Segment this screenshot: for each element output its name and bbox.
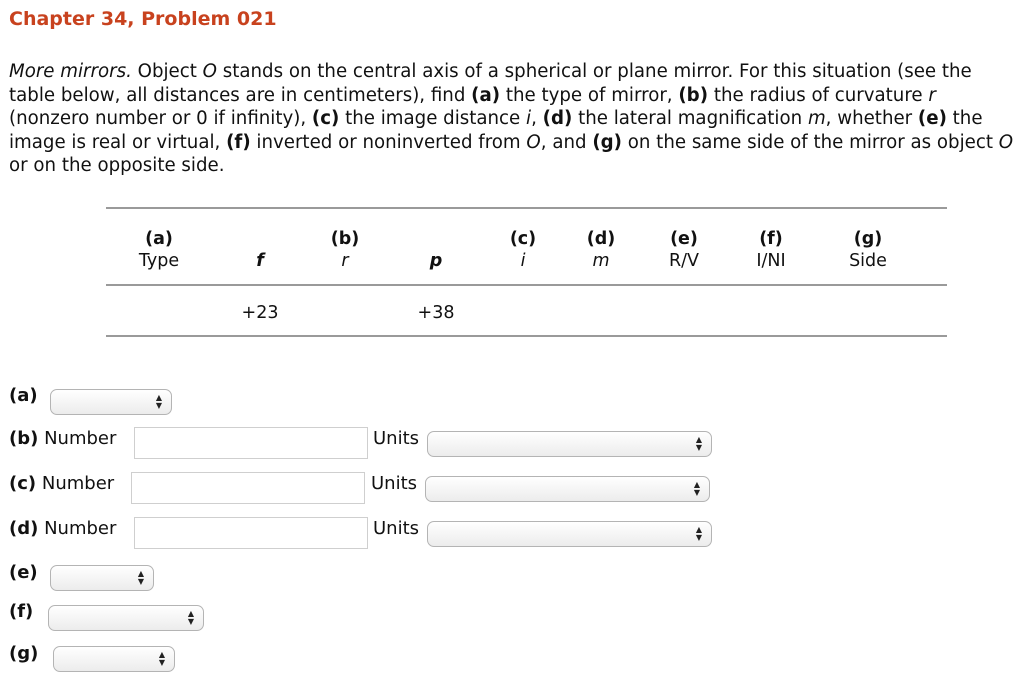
real-virtual-select[interactable] xyxy=(50,565,154,591)
column-header-p: p xyxy=(429,251,443,271)
answer-g-label: (g) xyxy=(9,643,39,664)
table-top-rule xyxy=(106,207,947,209)
problem-text: or on the opposite side. xyxy=(9,155,225,176)
answer-f-label: (f) xyxy=(9,601,34,622)
answer-a-label: (a) xyxy=(9,385,38,406)
up-down-arrows-icon: ▲ ▼ xyxy=(695,525,702,542)
image-distance-number-input[interactable] xyxy=(131,472,365,504)
table-header-rule xyxy=(106,284,947,286)
column-header-side: (g) Side xyxy=(849,229,887,271)
part-e-ref: (e) xyxy=(917,108,947,129)
part-d-ref: (d) xyxy=(542,108,573,129)
symbol-o: O xyxy=(526,131,541,153)
problem-text: the image is real or virtual, xyxy=(9,108,983,153)
symbol-m: m xyxy=(807,108,826,129)
up-down-arrows-icon: ▲ ▼ xyxy=(137,569,144,586)
answer-c-label: (c) Number xyxy=(9,473,115,494)
magnification-units-select[interactable] xyxy=(427,521,712,547)
symbol-o: O xyxy=(202,61,217,82)
problem-text: the radius of curvature xyxy=(708,84,929,106)
symbol-o: O xyxy=(998,131,1014,153)
units-label: Units xyxy=(373,518,420,539)
part-a-ref: (a) xyxy=(471,84,501,106)
page-title: Chapter 34, Problem 021 xyxy=(9,8,277,30)
table-bottom-rule xyxy=(106,335,947,337)
part-g-ref: (g) xyxy=(592,131,622,153)
column-header-type: (a) Type xyxy=(138,229,180,271)
column-header-f: f xyxy=(256,251,264,271)
problem-text: (nonzero number or 0 if infinity), xyxy=(9,108,312,129)
problem-text: stands on the central axis of a spherical or plane mirror. For this situation (see the table below, all distances are in centimeters), find xyxy=(9,61,972,106)
answer-d-label: (d) Number xyxy=(9,518,117,539)
part-c-ref: (c) xyxy=(311,108,340,129)
inverted-select[interactable] xyxy=(48,605,204,631)
problem-text: on the same side of the mirror as object xyxy=(621,131,999,153)
units-label: Units xyxy=(373,428,420,449)
mirror-type-select[interactable] xyxy=(50,389,172,415)
side-select[interactable] xyxy=(53,646,175,672)
units-label: Units xyxy=(371,473,418,494)
up-down-arrows-icon: ▲ ▼ xyxy=(693,480,700,497)
up-down-arrows-icon: ▲ ▼ xyxy=(155,393,162,410)
radius-units-select[interactable] xyxy=(427,431,712,457)
column-header-m: (d) m xyxy=(586,229,616,271)
part-b-ref: (b) xyxy=(678,84,709,106)
column-header-ini: (f) I/NI xyxy=(756,229,786,271)
problem-text: the lateral magnification xyxy=(572,108,808,129)
table-cell-p: +38 xyxy=(417,303,455,323)
answer-b-label: (b) Number xyxy=(9,428,117,449)
column-header-i: (c) i xyxy=(509,229,537,271)
problem-text: , whether xyxy=(825,108,918,129)
up-down-arrows-icon: ▲ ▼ xyxy=(695,435,702,452)
symbol-r: r xyxy=(928,84,936,106)
part-f-ref: (f) xyxy=(226,131,251,153)
problem-text: , and xyxy=(540,131,593,153)
image-distance-units-select[interactable] xyxy=(425,476,710,502)
problem-text: , xyxy=(531,108,543,129)
magnification-number-input[interactable] xyxy=(134,517,368,549)
up-down-arrows-icon: ▲ ▼ xyxy=(187,609,194,626)
problem-statement xyxy=(9,60,1019,178)
up-down-arrows-icon: ▲ ▼ xyxy=(158,650,165,667)
column-header-r: (b) r xyxy=(330,229,360,271)
problem-text: the image distance xyxy=(339,108,527,129)
column-header-rv: (e) R/V xyxy=(668,229,700,271)
problem-text: Object xyxy=(131,61,203,82)
answer-e-label: (e) xyxy=(9,562,38,583)
problem-heading: More mirrors. xyxy=(9,61,132,82)
symbol-i: i xyxy=(526,108,532,129)
radius-number-input[interactable] xyxy=(134,427,368,459)
problem-text: the type of mirror, xyxy=(500,84,679,106)
table-cell-f: +23 xyxy=(241,303,279,323)
problem-text: inverted or noninverted from xyxy=(250,131,527,153)
